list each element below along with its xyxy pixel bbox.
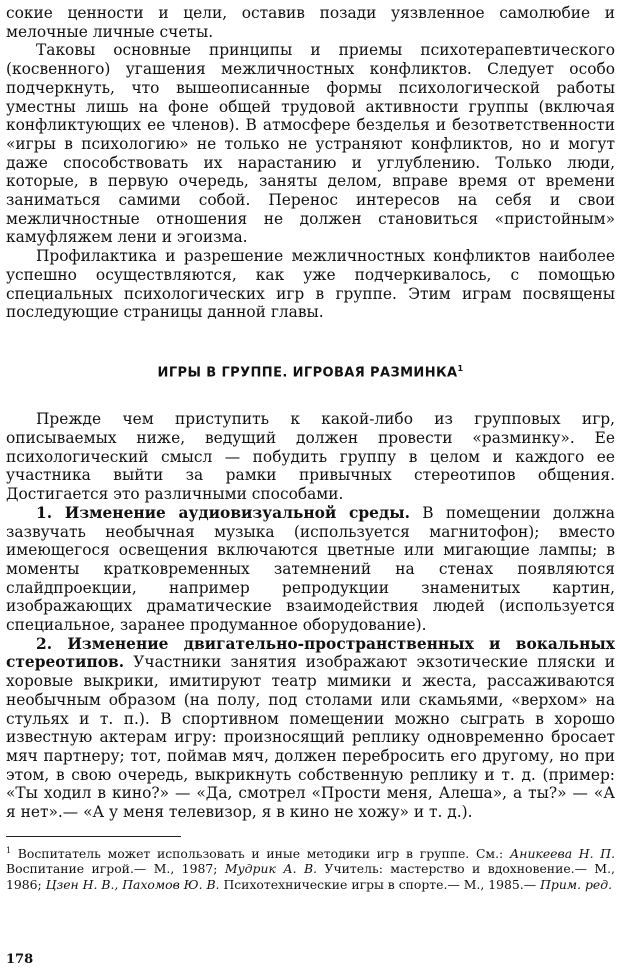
paragraph-intro: сокие ценности и цели, оставив позади уязвленное самолюбие и мелочные личные счеты. — [6, 4, 615, 41]
paragraph-principles: Таковы основные принципы и приемы психотерапевтического (косвенного) угашения межличностных конфликтов. Следует особо подчеркнуть, что вышеописанные формы психологической работы уместны лишь на фоне общей трудовой активности группы (включая конфликтующих ее членов). В атмосфере безделья и безответственности «игры в психологию» не только не устраняют конфликтов, но и могут даже способствовать их нарастанию и углублению. Только люди, которые, в первую очередь, заняты делом, вправе время от времени заниматься самими собой. Перенос интересов на себя и свои межличностные отношения не должен становиться «пристойным» камуфляжем лени и эгоизма. — [6, 41, 615, 247]
page-number: 178 — [6, 952, 34, 967]
list-item-1-text: В помещении должна зазвучать необычная музыка (используется магнитофон); вместо имеющегося освещения включаются цветные или мигающие лампы; в моменты кратковременных затемнений на стенах появляются слайдпроекции, например репродукции знаменитых картин, изображающих драматические взаимодействия людей (используется специальное, заранее продуманное оборудование). — [6, 503, 615, 635]
paragraph-warmup: Прежде чем приступить к какой-либо из групповых игр, описываемых ниже, ведущий должен провести «разминку». Ее психологический смысл — побудить группу в целом и каждого ее участника выйти за рамки привычных стереотипов общения. Достигается это различными способами. — [6, 410, 615, 504]
section-heading — [6, 364, 615, 380]
footnote-divider — [6, 836, 181, 837]
footnote-text-d: Психотехнические игры в спорте.— М., 1985.— — [219, 877, 541, 893]
footnote-text-c: Учитель: мастерство и вдохновение.— М., 1986; — [6, 861, 615, 893]
footnote-text-a: Воспитатель может использовать и иные методики игр в группе. См.: — [11, 845, 510, 861]
paragraph-prevention: Профилактика и разрешение межличностных конфликтов наиболее успешно осуществляются, как уже подчеркивалось, с помощью специальных психологических игр в группе. Этим играм посвящены последующие страницы данной главы. — [6, 247, 615, 322]
list-item-1-heading: 1. Изменение аудиовизуальной среды. — [36, 503, 411, 522]
footnote-author-2: Мудрик А. В. — [224, 861, 318, 877]
footnote — [6, 843, 615, 893]
list-item-2 — [6, 635, 615, 822]
footnote-text-b: Воспитание игрой.— М., 1987; — [6, 861, 225, 877]
list-item-2-heading: 2. Изменение двигательно-пространственных и вокальных стереотипов. — [6, 634, 615, 672]
footnote-mark: 1 — [6, 845, 12, 855]
footnote-author-3: Цзен Н. В., Пахомов Ю. В. — [45, 877, 220, 893]
list-item-2-text: Участники занятия изображают экзотические пляски и хоровые выкрики, имитируют театр мимики и жеста, рассаживаются необычным образом (на полу, под столами или скамьями, «верхом» на стульях и т. п.). В спортивном помещении можно сыграть в хорошо известную актерам игру: произносящий реплику одновременно бросает мяч партнеру; тот, поймав мяч, должен перебросить его другому, но при этом, в свою очередь, выкрикнуть собственную реплику и т. д. (пример: «Ты ходил в кино?» — «Да, смотрел «Прости меня, Алеша», а ты?» — «А я нет».— «А у меня телевизор, я в кино не хожу» и т. д.). — [6, 653, 615, 822]
list-item-1 — [6, 504, 615, 635]
footnote-author-1: Аникеева Н. П. — [509, 845, 616, 861]
section-heading-text: ИГРЫ В ГРУППЕ. ИГРОВАЯ РАЗМИНКА — [157, 365, 458, 381]
footnote-ref[interactable]: 1 — [457, 363, 464, 373]
footnote-editor-note: Прим. ред. — [540, 877, 613, 893]
